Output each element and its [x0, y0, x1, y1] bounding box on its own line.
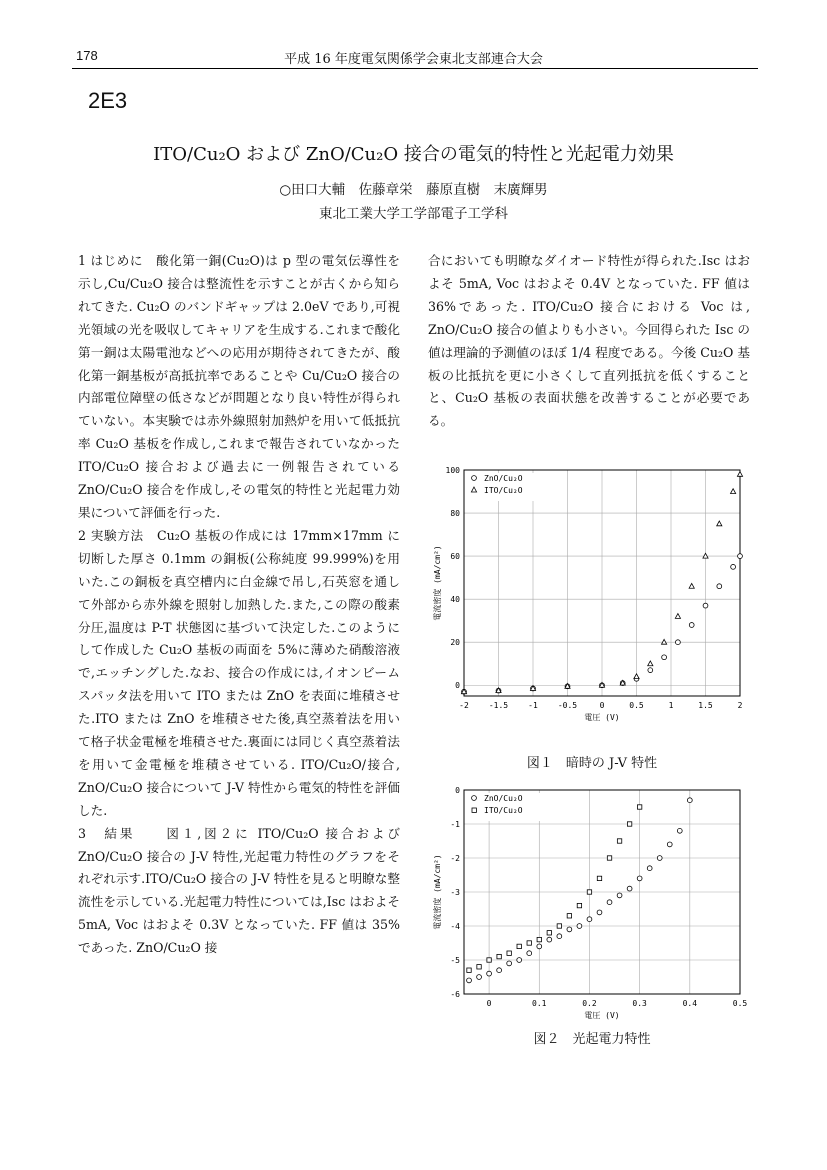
data-point-circle: [507, 961, 512, 966]
figure-2-photovoltaic-chart: [428, 782, 756, 1024]
header-rule: [72, 68, 758, 69]
data-point-circle: [676, 640, 681, 645]
paper-title: ITO/Cu₂O および ZnO/Cu₂O 接合の電気的特性と光起電力効果: [153, 144, 674, 165]
data-point-circle: [657, 856, 662, 861]
authors: ○田口大輔 佐藤章栄 藤原直樹 末廣輝男: [279, 182, 548, 198]
data-point-square: [467, 968, 471, 972]
y-tick-label: 40: [450, 595, 460, 605]
y-tick-label: -2: [450, 854, 460, 863]
legend: [468, 793, 556, 821]
conference-header: 平成 16 年度電気関係学会東北支部連合大会: [284, 52, 543, 67]
y-tick-label: 100: [445, 466, 460, 475]
data-point-square: [537, 937, 541, 941]
y-tick-label: -6: [450, 990, 460, 999]
y-tick-label: 80: [450, 509, 460, 519]
y-tick-label: 0: [455, 681, 460, 691]
x-tick-label: 0.1: [532, 999, 547, 1008]
y-tick-label: -3: [450, 888, 460, 897]
page-number: 178: [76, 48, 98, 63]
data-point-circle: [687, 798, 692, 803]
section-results-continued: 合においても明瞭なダイオード特性が得られた.Isc はおよそ 5mA, Voc はおよそ 0.4V となっていた. FF 値は 36%であった. ITO/Cu₂O 接合における Voc は, ZnO/Cu₂O 接合の値よりも小さい。今回得られた Isc の値は理論的予測値のほぼ 1/4 程度である。今後 Cu₂O 基板の比抵抗を更に小さくして直列抵抗を低くすることと、Cu₂O 基板の表面状態を改善することが必要である。: [428, 253, 750, 429]
x-tick-label: 0.4: [682, 999, 698, 1008]
data-point-circle: [537, 944, 542, 949]
data-point-square: [487, 958, 491, 962]
x-tick-label: 0.5: [629, 701, 644, 710]
legend-label: ZnO/Cu₂O: [484, 474, 523, 483]
data-point-triangle: [731, 489, 736, 494]
data-point-circle: [703, 603, 708, 608]
data-point-triangle: [662, 639, 667, 644]
x-tick-label: 0.3: [632, 999, 647, 1008]
data-point-square: [507, 951, 511, 955]
y-axis-label: 電流密度 (mA/cm²): [433, 854, 442, 930]
y-axis-label: 電流密度 (mA/cm²): [433, 545, 442, 621]
data-point-circle: [648, 668, 653, 673]
x-tick-label: 0: [599, 701, 605, 710]
data-point-circle: [662, 655, 667, 660]
x-tick-label: -0.5: [557, 701, 578, 710]
x-tick-label: 2: [737, 701, 743, 710]
data-point-triangle: [703, 553, 708, 558]
data-point-circle: [557, 934, 562, 939]
x-axis-label: 電圧 (V): [584, 713, 620, 722]
data-point-circle: [587, 917, 592, 922]
data-point-square: [607, 856, 611, 860]
data-point-circle: [497, 968, 502, 973]
data-point-triangle: [634, 674, 639, 679]
data-point-square: [547, 931, 551, 935]
data-point-square: [577, 903, 581, 907]
data-point-circle: [607, 900, 612, 905]
y-tick-label: 0: [455, 786, 460, 795]
paper-code: 2E3: [88, 88, 128, 113]
y-tick-label: -5: [450, 956, 460, 965]
legend-label: ITO/Cu₂O: [484, 486, 523, 495]
data-point-circle: [597, 910, 602, 915]
data-point-triangle: [717, 521, 722, 526]
section-results: 3 結果 図１,図２に ITO/Cu₂O 接合および ZnO/Cu₂O 接合の J-V 特性,光起電力特性のグラフをそれぞれ示す.ITO/Cu₂O 接合の J-V 特性を見ると明瞭な整流性を示している.光起電力特性については,Isc はおよそ 5mA, Voc はおよそ 0.3V となっていた. FF 値は 35%であった. ZnO/Cu₂O 接: [78, 825, 400, 956]
data-point-circle: [667, 842, 672, 847]
data-point-circle: [637, 876, 642, 881]
x-tick-label: -1.5: [488, 701, 509, 710]
x-axis-label: 電圧 (V): [584, 1011, 620, 1020]
x-tick-label: -1: [528, 701, 538, 710]
y-tick-label: -1: [450, 820, 460, 829]
data-point-circle: [477, 975, 482, 980]
data-point-triangle: [689, 583, 694, 588]
legend-marker: [472, 808, 476, 812]
data-point-square: [587, 890, 591, 894]
figure-1-dark-jv-chart: [428, 460, 756, 742]
data-point-square: [637, 805, 641, 809]
legend-marker: [472, 796, 477, 801]
data-point-square: [627, 822, 631, 826]
y-tick-label: 60: [450, 552, 460, 562]
data-point-circle: [689, 623, 694, 628]
legend: [468, 473, 556, 501]
legend-marker: [472, 476, 477, 481]
x-tick-label: -2: [459, 701, 469, 710]
legend-label: ZnO/Cu₂O: [484, 794, 523, 803]
data-point-circle: [677, 828, 682, 833]
x-tick-label: 0: [486, 999, 492, 1008]
data-point-circle: [527, 951, 532, 956]
x-tick-label: 1.5: [698, 701, 713, 710]
section-methods: 2 実験方法 Cu₂O 基板の作成には 17mm×17mm に切断した厚さ 0.1mm の銅板(公称純度 99.999%)を用いた.この銅板を真空槽内に白金線で吊し,石英窓を通して外部から赤外線を照射し加熱した.また,この際の酸素分圧,温度は P-T 状態図に基づいて決定した.このようにして作成した Cu₂O 基板の両面を 5%に薄めた硝酸溶液で,エッチングした.なお、接合の作成には,イオンビームスパッタ法を用いて ITO または ZnO を表面に堆積させた.ITO または ZnO を堆積させた後,真空蒸着法を用いて格子状金電極を堆積させた.裏面には同じく真空蒸着法を用いて金電極を堆積させている. ITO/Cu₂O/接合, ZnO/Cu₂O 接合について J-V 特性から電気的特性を評価した.: [78, 527, 400, 818]
data-point-square: [517, 944, 521, 948]
data-point-square: [567, 914, 571, 918]
data-point-circle: [647, 866, 652, 871]
data-point-circle: [731, 564, 736, 569]
x-tick-label: 0.2: [582, 999, 597, 1008]
data-point-square: [597, 876, 601, 880]
data-point-circle: [467, 978, 472, 983]
figure-1-caption: 図１ 暗時の J-V 特性: [526, 756, 658, 771]
data-point-square: [527, 941, 531, 945]
data-point-circle: [617, 893, 622, 898]
y-tick-label: -4: [450, 922, 460, 931]
x-tick-label: 1: [668, 701, 674, 710]
data-point-circle: [567, 927, 572, 932]
data-point-triangle: [675, 614, 680, 619]
left-column: [78, 250, 400, 960]
data-point-square: [617, 839, 621, 843]
data-point-triangle: [737, 472, 742, 477]
data-point-circle: [577, 924, 582, 929]
x-tick-label: 0.5: [732, 999, 748, 1008]
data-point-circle: [547, 937, 552, 942]
right-column: [428, 250, 750, 433]
y-tick-label: 20: [450, 638, 460, 648]
figure-2-caption: 図２ 光起電力特性: [533, 1032, 651, 1047]
data-point-circle: [717, 584, 722, 589]
data-point-square: [557, 924, 561, 928]
data-point-square: [497, 954, 501, 958]
data-point-circle: [517, 958, 522, 963]
data-point-square: [477, 965, 481, 969]
section-introduction: 1 はじめに 酸化第一銅(Cu₂O)は p 型の電気伝導性を示し,Cu/Cu₂O 接合は整流性を示すことが古くから知られてきた. Cu₂O のバンドギャップは 2.0eV であり,可視光領域の光を吸収してキャリアを生成する.これまで酸化第一銅は太陽電池などへの応用が期待されてきたが、酸化第一銅基板が高抵抗率であることや Cu/Cu₂O 接合の内部電位障壁の低さなどが問題となり良い特性が得られていない。本実験では赤外線照射加熱炉を用いて低抵抗率 Cu₂O 基板を作成し,これまで報告されていなかった ITO/Cu₂O 接合および過去に一例報告されている ZnO/Cu₂O 接合を作成し,その電気的特性と光起電力効果について評価を行った.: [78, 253, 400, 520]
data-point-circle: [738, 554, 743, 559]
affiliation: 東北工業大学工学部電子工学科: [319, 206, 508, 222]
legend-label: ITO/Cu₂O: [484, 806, 523, 815]
data-point-circle: [487, 971, 492, 976]
data-point-triangle: [648, 661, 653, 666]
data-point-circle: [627, 886, 632, 891]
